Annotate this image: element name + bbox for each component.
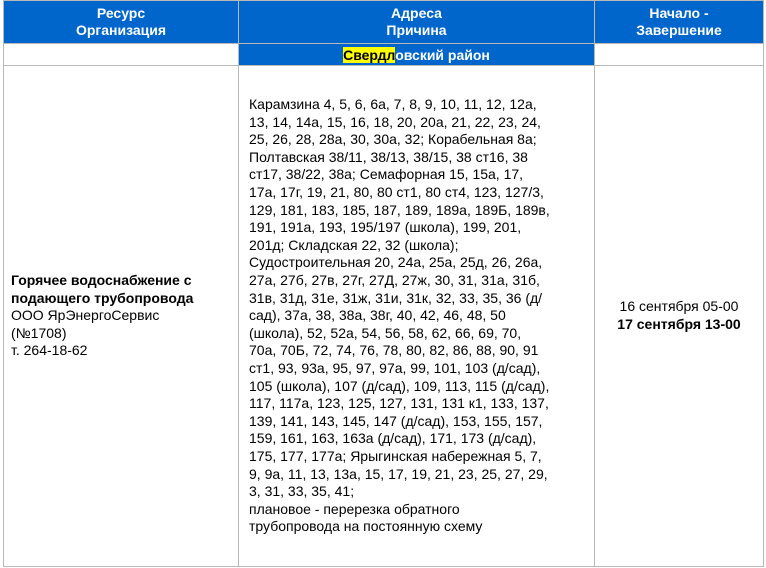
resource-line: Горячее водоснабжение с — [11, 272, 192, 289]
table-row — [4, 66, 764, 567]
reason-line: плановое - перерезка обратного — [249, 500, 460, 517]
end-time: 17 сентября 13-00 — [617, 316, 741, 332]
header-resource-organization — [4, 1, 239, 44]
address-line: (школа), 52, 52а, 54, 56, 58, 62, 66, 69, 70, — [249, 324, 522, 341]
header-end-label: Завершение — [636, 22, 722, 38]
header-start-end — [595, 1, 764, 44]
address-line: Карамзина 4, 5, 6, 6а, 7, 8, 9, 10, 11, 12, 12а, — [249, 96, 537, 113]
header-resource-label: Ресурс — [96, 5, 146, 21]
address-line: 3, 31, 33, 35, 41; — [249, 483, 355, 500]
address-line: 201д; Складская 22, 32 (школа); — [249, 236, 459, 253]
address-line: Судостроительная 20, 24а, 25а, 25д, 26, 26а, — [249, 254, 543, 271]
address-line: 13, 14, 14а, 15, 16, 18, 20, 20а, 21, 22, 23, 24, — [249, 113, 541, 130]
address-line: Полтавская 38/11, 38/13, 38/15, 38 ст16, 38 — [249, 148, 528, 165]
address-line: 17а, 17г, 19, 21, 80, 80 ст1, 80 ст4, 123, 127/3, — [249, 184, 544, 201]
address-line: 25, 26, 28, 28а, 30, 30а, 32; Корабельная 8а; — [249, 131, 537, 148]
district-title — [239, 44, 595, 66]
district-rest: овский район — [395, 46, 490, 63]
district-empty-right — [595, 44, 764, 66]
header-addresses-reason — [239, 1, 595, 44]
addresses-cell — [239, 66, 595, 567]
address-line: 139, 141, 143, 145, 147 (д/сад), 153, 155, 157, — [249, 412, 543, 429]
address-line: 159, 161, 163, 163а (д/сад), 171, 173 (д/сад), — [249, 430, 537, 447]
address-line: 70а, 70Б, 72, 74, 76, 78, 80, 82, 86, 88, 90, 91 — [249, 342, 539, 359]
start-time: 16 сентября 05-00 — [619, 298, 739, 315]
address-line: сад), 37а, 38, 38а, 38г, 40, 42, 46, 48, 50 — [249, 307, 506, 324]
address-line: 175, 177, 177а; Ярыгинская набережная 5, 7, — [249, 447, 542, 464]
address-line: 27а, 27б, 27в, 27г, 27Д, 27ж, 30, 31, 31а, 31б, — [249, 272, 540, 289]
district-row — [4, 44, 764, 66]
header-organization-label: Организация — [75, 22, 167, 38]
reason-line: трубопровода на постоянную схему — [249, 518, 483, 535]
header-row — [4, 1, 764, 44]
organization-phone: т. 264-18-62 — [11, 342, 88, 359]
district-highlight: Свердл — [343, 46, 396, 63]
address-line: 9, 9а, 11, 13, 13а, 15, 17, 19, 21, 23, 25, 27, 29, — [249, 465, 548, 482]
organization-name: ООО ЯрЭнергоСервис — [11, 307, 160, 324]
time-cell — [595, 66, 764, 567]
address-line: 129, 181, 183, 185, 187, 189, 189а, 189Б, 189в, — [249, 201, 550, 218]
address-line: 117, 117а, 123, 125, 127, 131, 131 к1, 133, 137, — [249, 395, 549, 412]
district-empty-left — [4, 44, 239, 66]
header-addresses-label: Адреса — [391, 5, 442, 21]
organization-number: (№1708) — [11, 324, 67, 341]
address-line: 105 (школа), 107 (д/сад), 109, 113, 115 (д/сад), — [249, 377, 550, 394]
resource-line: подающего трубопровода — [11, 289, 194, 306]
resource-cell — [4, 66, 239, 567]
address-line: 31в, 31д, 31е, 31ж, 31и, 31к, 32, 33, 35, 36 (д/ — [249, 289, 543, 306]
address-line: ст1, 93, 93а, 95, 97, 97а, 99, 101, 103 (д/сад), — [249, 359, 541, 376]
address-line: 191, 191а, 193, 195/197 (школа), 199, 201, — [249, 219, 522, 236]
header-start-label: Начало - — [649, 5, 709, 21]
outage-table — [3, 0, 764, 567]
address-line: ст17, 38/22, 38а; Семафорная 15, 15а, 17, — [249, 166, 524, 183]
header-reason-label: Причина — [386, 22, 447, 38]
